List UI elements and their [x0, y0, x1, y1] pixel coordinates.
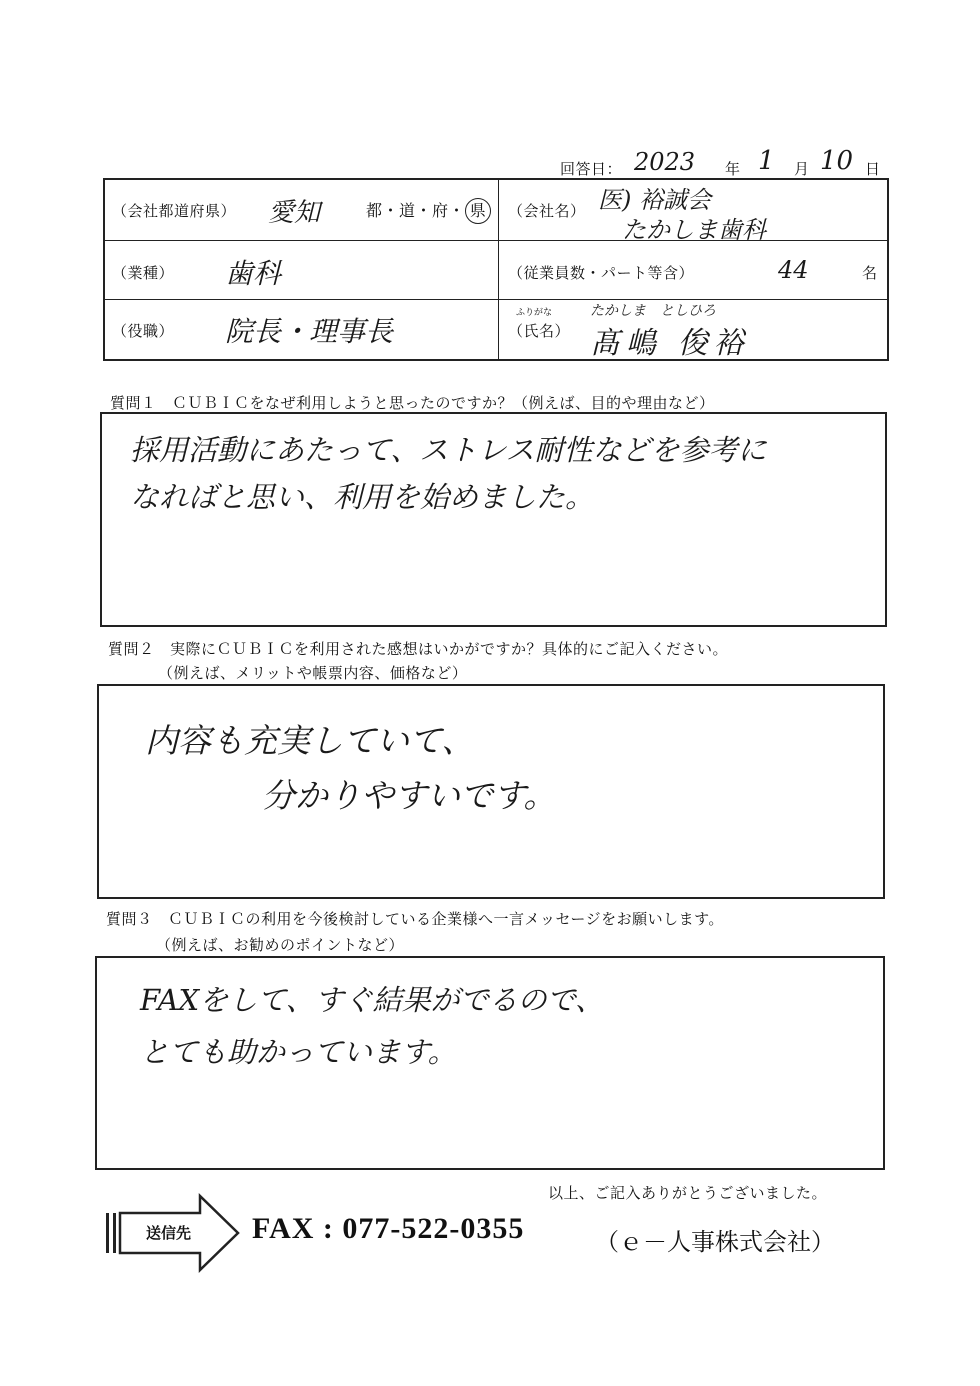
prefecture-label: （会社都道府県） [112, 202, 237, 220]
answer-date-label: 回答日： [560, 160, 623, 178]
answer-date-month-unit: 月 [794, 160, 810, 178]
employees-label: （従業員数・パート等含） [508, 264, 695, 282]
answer-date-day: 10 [820, 146, 854, 176]
company-value-line1: 医) 裕誠会 [598, 186, 711, 214]
answer-date-day-unit: 日 [865, 160, 881, 178]
fax-number: FAX : 077-522-0355 [252, 1212, 525, 1245]
name-value: 髙嶋 俊裕 [590, 326, 750, 361]
answer-date-month: 1 [758, 146, 775, 176]
question-1-label: 質問１ ＣＵＢＩＣをなぜ利用しようと思ったのですか？（例えば、目的や理由など） [110, 394, 715, 412]
info-table-divider [103, 299, 889, 300]
position-value: 院長・理事長 [225, 315, 394, 348]
company-label: （会社名） [508, 202, 586, 220]
send-label: 送信先 [146, 1224, 192, 1242]
industry-value: 歯科 [225, 257, 282, 290]
prefecture-selected-circle: 県 [465, 198, 491, 224]
thanks-text: 以上、ご記入ありがとうございました。 [548, 1184, 828, 1202]
answer-date-year: 2023 [634, 148, 696, 176]
info-table-divider [498, 178, 499, 361]
name-label: （氏名） [508, 322, 571, 340]
question-3-answer-line-2: とても助かっています。 [140, 1035, 457, 1069]
question-2-label: 質問２ 実際にＣＵＢＩＣを利用された感想はいかがですか？具体的にご記入ください。 [108, 640, 729, 658]
answer-date-year-unit: 年 [725, 160, 741, 178]
question-3-sub: （例えば、お勧めのポイントなど） [156, 936, 405, 954]
prefecture-value: 愛知 [268, 198, 321, 228]
prefecture-options [366, 198, 491, 224]
fax-company: （ｅ－人事株式会社） [595, 1228, 835, 1256]
question-2-sub: （例えば、メリットや帳票内容、価格など） [158, 664, 468, 682]
question-1-answer-line-1: 採用活動にあたって、ストレス耐性などを参考に [130, 433, 767, 467]
question-1-answer-line-2: なればと思い、利用を始めました。 [130, 480, 595, 514]
company-value-line2: たかしま歯科 [622, 216, 766, 244]
question-3-answer-line-1: FAXをして、すぐ結果がでるので、 [140, 983, 605, 1017]
send-arrow [102, 1193, 244, 1273]
name-furigana: たかしま としひろ [590, 303, 716, 319]
question-3-label: 質問３ ＣＵＢＩＣの利用を今後検討している企業様へ一言メッセージをお願いします。 [106, 910, 724, 928]
name-furigana-label: ふりがな [516, 308, 553, 318]
question-2-answer-line-1: 内容も充実していて、 [145, 721, 475, 760]
prefecture-options-text: 都・道・府・ [366, 201, 466, 220]
employees-value: 44 [778, 256, 809, 284]
employees-unit: 名 [862, 264, 878, 282]
info-table-divider [103, 240, 889, 241]
industry-label: （業種） [112, 264, 175, 282]
question-2-answer-line-2: 分かりやすいです。 [262, 776, 557, 815]
position-label: （役職） [112, 322, 175, 340]
